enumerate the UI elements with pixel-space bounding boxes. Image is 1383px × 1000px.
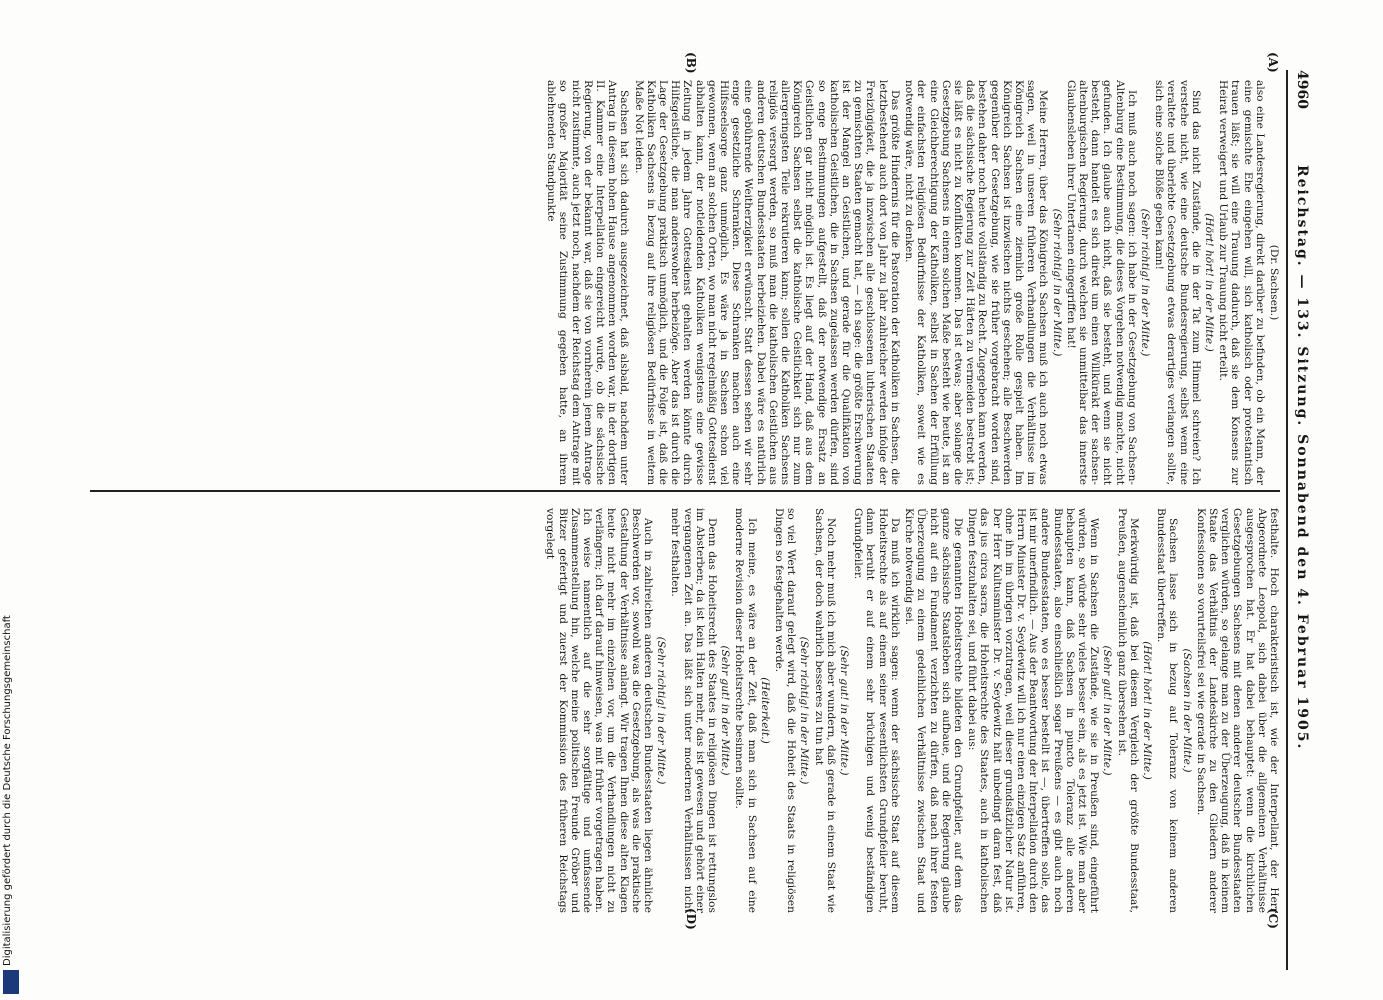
margin-marker-d: (D) bbox=[684, 908, 698, 930]
interjection: (Sehr gut! in der Mitte.) bbox=[838, 645, 851, 776]
paragraph: festhalte. Hoch charakteristisch ist, wie der Interpellant, der Herr Abgeordnete Leopold, sich dabei über die allgemeinen Verhältnisse ausgesprochen hat. Er hat dabei behauptet: wenn die kirchlichen Gesetzgebungen Sachsens mit denen anderer deutscher Bundesstaaten verglichen würden, so gelange man zu der Überzeugung, daß in keinem Staate das Verhältnis der Landeskirche zu den Gliedern anderer Konfessionen so vorurteilsfrei sei wie gerade in Sachsen. bbox=[1194, 508, 1280, 913]
rotated-page-content bbox=[50, 52, 1310, 970]
paragraph: Meine Herren, über das Königreich Sachsen muß ich auch noch etwas sagen, weil in unseren früheren Verhandlungen die Verhältnisse im Königreich Sachsen eine ziemlich große Rolle gespielt haben. Im Königreich Sachsen ist inzwischen nichts geschehen; alle Beschwerden gegenüber der Gesetzgebung, wie sie früher vorgebracht worden sind, bestehen daher noch heute vollständig zu Recht. Zugegeben kann werden, daß die sächsische Regierung zur Zeit Härten zu vermeiden bestrebt ist; sie läßt es nicht zu Konflikten kommen. Das ist etwas; aber solange die Gesetzgebung Sachsens in einem solchen Maße besteht wie heute, ist an eine Gleichberechtigung der Katholiken, selbst in Sachen der Erfüllung der einfachsten religiösen Bedürfnisse der Katholiken, soweit wie es notwendig wäre, nicht zu denken. bbox=[903, 80, 1050, 485]
margin-marker-b: (B) bbox=[684, 52, 698, 74]
interjection: (Sehr richtig! in der Mitte.) bbox=[655, 636, 668, 785]
margin-marker-c: (C) bbox=[1266, 908, 1280, 929]
left-column bbox=[543, 80, 1280, 485]
interjection: (Sachsen in der Mitte.) bbox=[1180, 648, 1193, 773]
paragraph: also eine Landesregierung, direkt darüber zu befinden, ob ein Mann, der eine gemischte Ehe eingehen will, sich katholisch oder protestantisch trauen läßt; sie will eine Trauung dadurch, daß sie dem Konsens zur Heirat verweigert und Urlaub zur Trauung nicht erteilt. bbox=[1217, 80, 1266, 485]
dfg-logo-icon bbox=[3, 970, 19, 994]
right-column bbox=[542, 508, 1280, 913]
interjection: (Sehr gut! in der Mitte.) bbox=[719, 645, 732, 776]
interjection: (Hört! hört! in der Mitte.) bbox=[1202, 213, 1215, 352]
paragraph: Da muß ich wirklich sagen: wenn der sächsische Staat auf diesem Hoheitsrechte als auf einem seiner wesentlichsten Grundpfeiler beruht, dann beruht er auf einem sehr brüchigen und wenig beständigen Grundpfeiler. bbox=[852, 508, 901, 913]
quoted-paragraph: Die genannten Hoheitsrechte bildeten den Grundpfeiler, auf dem das ganze sächsische Staatsleben sich aufbaue, und die Regierung glaube nicht auf ein Fundament verzichten zu dürfen, daß nach ihrer festen Überzeugung zu einem gedeihlichen Verhältnisse zwischen Staat und Kirche notwendig sei. bbox=[903, 508, 964, 913]
running-title: Reichstag. — 133. Sitzung. Sonnabend den 4. Februar 1905. bbox=[1294, 165, 1310, 751]
paragraph: Sind das nicht Zustände, die in der Tat zum Himmel schreien? Ich verstehe nicht, wie eine deutsche Bundesregierung, selbst wenn eine veraltete und überlebte Gesetzgebung etwas derartiges verlangen sollte, sich eine solche Blöße geben kann! bbox=[1153, 80, 1202, 485]
margin-marker-a: (A) bbox=[1266, 52, 1280, 73]
interjection: (Sehr richtig! in der Mitte.) bbox=[1138, 208, 1151, 357]
interjection: (Sehr richtig! in der Mitte.) bbox=[1050, 208, 1063, 357]
paragraph: Merkwürdig ist, daß bei diesem Vergleich der größte Bundesstaat, Preußen, augenscheinlich ganz übersehen ist. bbox=[1115, 508, 1140, 913]
paragraph: Sachsen lasse sich in bezug auf Toleranz von keinem anderen Bundesstaat übertreffen. bbox=[1155, 508, 1180, 913]
funding-sidebar bbox=[0, 0, 22, 1000]
paragraph: Das größte Hindernis für die Pastoration der Katholiken in Sachsen, die letztbestehend auch dort von Jahr zu Jahr zahlreicher werden infolge der Freizügigkeit, die ja inzwischen alle geschlossenen lutherischen Staaten zu gemischten Staaten gemacht hat, — ich sage: die größte Erschwerung ist der Mangel an Geistlichen, und gerade für die Qualifikation von katholischen Geistlichen, die in Sachsen zugelassen werden dürfen, sind so enge Bestimmungen aufgestellt, daß der notwendige Ersatz an Geistlichen gar nicht möglich ist. Es liegt auf der Hand, daß aus dem Königreich Sachsen selbst die katholische Geistlichkeit sich nur zum allergeringsten Teile rekrutieren kann; sollen die Katholiken Sachsens religiös versorgt werden, so muß man die katholischen Geistlichen aus anderen deutschen Bundesstaaten herbeiziehen. Dabei wäre es natürlich eine gebührende Weitherzigkeit erwünscht. Statt dessen sehen wir sehr enge gesetzliche Schranken. Diese Schranken machen auch eine Hilfsseelsorge ganz unmöglich. Es wäre ja in Sachsen schon viel gewonnen, wenn an solchen Orten, wo man nicht regelmäßig Gottesdienst abhalten kann, der notleidenden Katholiken wenigstens eine gewisse Zeitung in jedem Jahre Gottesdienst gehalten werden könnte durch Hilfsgeistliche, die man anderswoher herbeizöge. Aber das ist durch die Lage der Gesetzgebung praktisch unmöglich, und die Folge ist, daß die Katholiken Sachsens in bezug auf ihre religiösen Bedürfnisse in weitem Maße Not leiden. bbox=[632, 80, 901, 485]
page-number: 4960 bbox=[1294, 70, 1310, 109]
paragraph: Sachsen hat sich dadurch ausgezeichnet, daß alsbald, nachdem unter Antrag in diesem hohen Hause angenommen worden war, in der dortigen II. Kammer eine Interpellation eingereicht wurde, ob die sächsische Regierung, von der bekannt war, daß sie von vornherein jenem Antrage nicht zustimmte, auch jetzt noch, nachdem der Reichstag dem Antrage mit so großer Majorität seine Zustimmung gegeben hatte, an ihrem ablehnenden Standpunkte bbox=[545, 80, 631, 485]
interjection: (Hört! hört! in der Mitte.) bbox=[1140, 641, 1153, 780]
paragraph: Ich meine, es wäre an der Zeit, daß man sich in Sachsen auf eine moderne Revision dieser Hoheitsrechte besinnen sollte. bbox=[733, 508, 758, 913]
speaker-label: (Dr. Sachsen.) bbox=[1268, 244, 1280, 321]
paragraph: Wenn in Sachsen die Zustände, wie sie in Preußen sind, eingeführt würden, so würde sehr vieles besser sein, als es jetzt ist. Wie man aber behaupten kann, daß Sachsen in puncto Toleranz alle anderen Bundesstaaten, also einschließlich sogar Preußens — es gibt auch noch andere Bundesstaaten, wo es besser bestellt ist —, übertreffen solle, das ist mir unerfindlich. — Aus der Beantwortung der Interpellation durch den Herrn Minister Dr. v. Seydewitz will ich nur einen einzigen Satz anführen, ohne ihn im übrigen vorzutragen, weil dieser grundsätzlicher Natur ist. Der Herr Kultusminister Dr. v. Seydewitz hält unbedingt daran fest, daß das jus circa sacra, die Hoheitsrechte des Staates, auch in katholischen Dingen festzuhalten sei, und führt dabei aus: bbox=[966, 508, 1101, 913]
page-header bbox=[1288, 70, 1310, 970]
interjection: (Heiterkeit.) bbox=[758, 677, 771, 744]
header-rule bbox=[1286, 70, 1288, 970]
column-divider bbox=[90, 490, 1280, 492]
paragraph: Denn das Hoheitsrecht des Staates in religiösen Dingen ist rettungslos im Absterben; da ist kein Halten mehr, das ist gewesen und gehört einer vergangenen Zeit an. Das läßt sich unter modernen Verhältnissen nicht mehr festhalten. bbox=[669, 508, 719, 913]
paragraph: Ich muß auch noch sagen: ich habe in der Gesetzgebung von Sachsen-Altenburg eine Bestimmung, die dieses Vorgehen notwendig machte, nicht gefunden. Ich glaube auch nicht, daß sie besteht, und wenn sie nicht besteht, dann handelt es sich direkt um einen Willkürakt der sachsen-altenburgischen Regierung, durch welchen sie unmittelbar das innerste Glaubensleben ihrer Untertanen eingegriffen hat! bbox=[1064, 80, 1138, 485]
paragraph: Auch in zahlreichen anderen deutschen Bundesstaaten liegen ähnliche Beschwerden vor, sowohl was die Gesetzgebung, als was die praktische Gestaltung der Verhältnisse anlangt. Wir tragen Ihnen diese alten Klagen heute nicht mehr im einzelnen vor, um die Verhandlungen nicht zu verlängern; ich darf darauf hinweisen, was mit früher vorgetragen haben. Ich weise namentlich auf die sehr sorgfältige und umfassende Zusammenstellung hin, welche meine politischen Freunde Gröber und Bitzer gefertigt und zuerst der Kommission des früheren Reichstags vorgelegt bbox=[544, 508, 655, 913]
interjection: (Sehr richtig! in der Mitte.) bbox=[798, 636, 811, 785]
paragraph: Noch mehr muß ich mich aber wundern, daß gerade in einem Staat wie Sachsen, der doch wahrlich besseres zu tun hat bbox=[812, 508, 837, 913]
interjection: (Sehr gut! in der Mitte.) bbox=[1101, 645, 1114, 776]
funding-note: Digitalisierung gefördert durch die Deutsche Forschungsgemeinschaft bbox=[2, 615, 13, 966]
paragraph: so viel Wert darauf gelegt wird, daß die Hoheit des Staats in religiösen Dingen so festgehalten werde. bbox=[773, 508, 798, 913]
